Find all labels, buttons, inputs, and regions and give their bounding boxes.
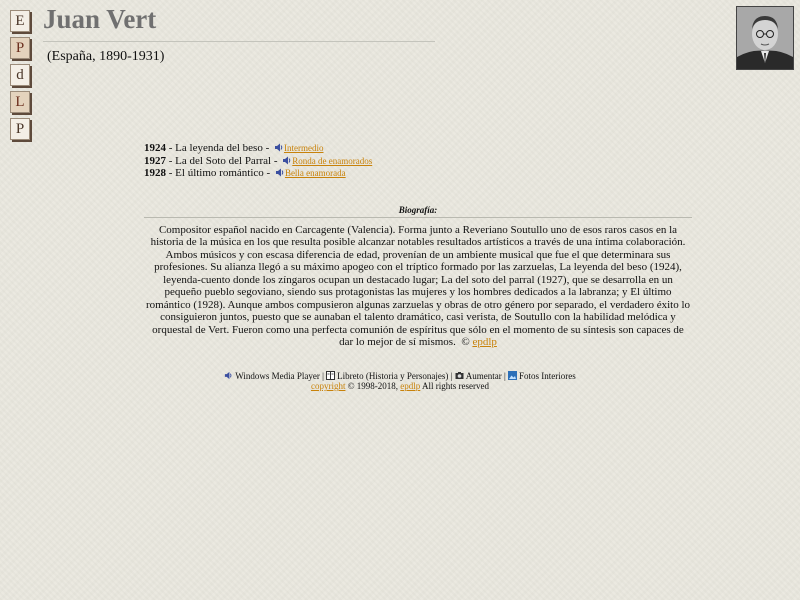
title-divider [43,41,435,42]
audio-link-ronda[interactable]: Ronda de enamorados [292,155,373,166]
work-year: 1924 [144,142,166,154]
legend-separator: | [322,371,324,381]
legend-label-libreto: Libreto (Historia y Personajes) [337,371,449,381]
work-year: 1928 [144,167,166,179]
copyright-symbol: © [461,336,470,349]
page-subtitle: (España, 1890-1931) [47,49,165,64]
logo-tile-e: E [10,10,30,32]
composer-portrait [736,6,794,70]
biography-heading: Biografía: [398,205,438,215]
logo-tile-l: L [10,91,30,113]
page-title: Juan Vert [43,4,157,34]
copyright-years: © 1998-2018, [345,381,401,391]
legend-label-aumentar: Aumentar [465,371,502,381]
work-item-1927 [144,155,372,168]
logo-tile-p2: P [10,118,30,140]
logo-tile-p: P [10,37,30,59]
copyright-link[interactable]: copyright [310,381,346,391]
work-item-1928 [144,167,372,180]
work-title: - La leyenda del beso - [166,142,272,154]
epdlp-link[interactable]: epdlp [472,336,497,349]
legend-separator: | [450,371,453,381]
speaker-icon[interactable] [282,156,292,165]
copyright-line [0,381,800,391]
logo-tile-d: d [10,64,30,86]
work-item-1924 [144,142,372,155]
legend-label-fotos: Fotos Interiores [519,371,576,381]
work-title: - La del Soto del Parral - [166,154,281,167]
biography-divider [144,217,692,218]
image-icon [508,371,517,380]
audio-link-bella[interactable]: Bella enamorada [284,168,346,178]
biography-text [144,224,692,349]
work-year: 1927 [144,154,166,167]
footer-epdlp-link[interactable]: epdlp [400,381,421,391]
rights-text: All rights reserved [420,381,490,391]
audio-link-intermedio[interactable]: Intermedio [283,143,324,153]
speaker-icon[interactable] [274,143,284,152]
works-list [144,142,372,180]
biography-body: Compositor español nacido en Carcagente (Valencia). Forma junto a Reveriano Soutullo uno de esos raros casos en la historia de la música en los que resulta posible alcanzar notables resultados artísticos a través de una íntima colaboración. Ambos músicos y con escasa diferencia de edad, provenían de un ambiente musical que fue el que determinara sus profesiones. Su alianza llegó a su máximo apogeo con el tríptico formado por las zarzuelas, La leyenda del beso (1924), leyenda-cuento donde los zíngaros ocupan un destacado lugar; La del soto del parral (1927), que se desarrolla en un pequeño pueblo segoviano, siendo sus protagonistas las mujeres y los hombres dedicados a la labranza; y El último romántico (1928). Aunque ambos compusieron algunas zarzuelas y obras de otro género por separado, el verdadero éxito lo consiguieron juntos, puesto que se aunaban el talento dramático, casi verista, de Soutullo con la habilidad melódica y orquestal de Vert. Fueron como una perfecta comunión de espíritus que sólo en el momento de su síntesis son capaces de dar lo mejor de sí mismos. [145,224,691,349]
speaker-icon [224,371,233,380]
icon-legend [0,371,800,381]
legend-separator: | [503,371,506,381]
epdlp-logo[interactable] [10,10,30,145]
camera-icon [455,371,464,380]
legend-label-player: Windows Media Player [235,371,320,381]
work-title: - El último romántico - [166,167,273,179]
speaker-icon[interactable] [275,168,285,177]
book-icon [326,371,335,380]
